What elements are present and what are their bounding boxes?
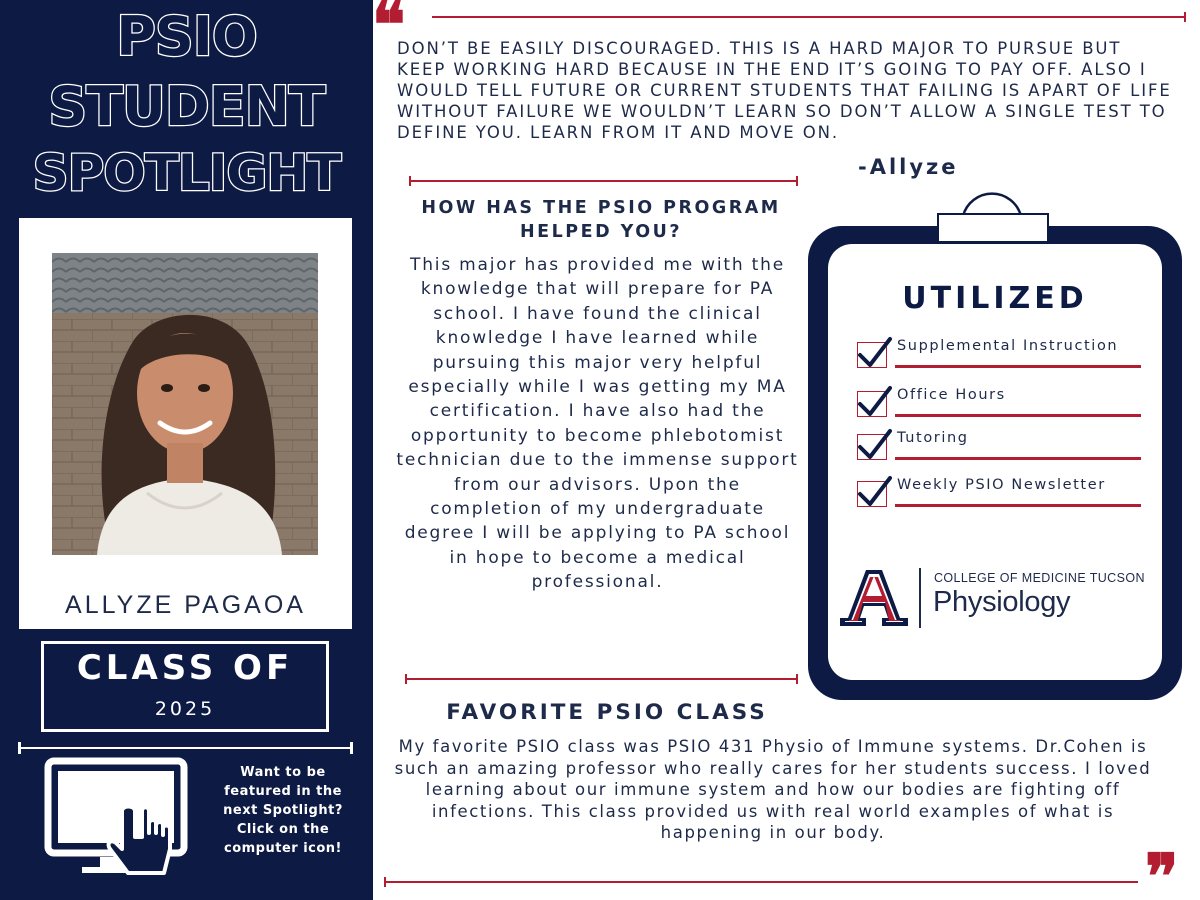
checkmark-icon: [856, 382, 894, 420]
help-section-body: This major has provided me with the knowledge that will prepare for PA school. I have found the clinical knowledge I have learned while pursuing this major very helpful especially while I was getting my MA certification. I have also had the opportunity to become phlebotomist technician due to the immense support from our advisors. Upon the completion of my undergraduate degree I will be applying to PA school in hope to become a medical professional.: [396, 255, 799, 593]
checkbox-checked: [857, 481, 887, 507]
help-section-bottom-rule: [405, 678, 798, 680]
title-line: PSIO: [116, 5, 257, 68]
favorite-class-body: My favorite PSIO class was PSIO 431 Physio of Immune systems. Dr.Cohen is such an amazing professor who really cares for her students success. I loved learning about our immune system and how our bodies are fighting off infections. This class provided us with real world examples of what is happening in our body.: [394, 737, 1152, 842]
utilized-item-underline: [895, 457, 1141, 460]
title-line: SPOTLIGHT: [32, 144, 341, 202]
checkbox-checked: [857, 342, 887, 368]
utilized-item-label: Office Hours: [897, 387, 1006, 403]
left-panel: [0, 0, 373, 900]
help-section-heading: HOW HAS THE PSIO PROGRAM HELPED YOU?: [421, 198, 781, 242]
open-quote-mark: ❝: [372, 0, 406, 61]
checkmark-icon: [856, 425, 894, 463]
checkmark-icon: [856, 333, 894, 371]
student-photo: [52, 253, 318, 555]
class-of-box: [41, 641, 329, 732]
help-section-top-rule: [409, 180, 798, 182]
utilized-item-label: Weekly PSIO Newsletter: [897, 477, 1106, 493]
close-quote-mark: ❞: [1145, 840, 1179, 900]
utilized-item-underline: [895, 414, 1141, 417]
utilized-item-label: Tutoring: [897, 430, 969, 446]
cta-text: Want to be featured in the next Spotlight? Click on the computer icon!: [223, 765, 343, 856]
quote-author: -Allyze: [858, 155, 959, 179]
checkbox-checked: [857, 434, 887, 460]
favorite-class-heading: FAVORITE PSIO CLASS: [446, 700, 768, 725]
logo-divider: [919, 568, 921, 628]
class-year: 2025: [154, 698, 216, 720]
quote-text: DON’T BE EASILY DISCOURAGED. THIS IS A HARD MAJOR TO PURSUE BUT KEEP WORKING HARD BECAUSE IN THE END IT’S GOING TO PAY OFF. ALSO I WOULD TELL FUTURE OR CURRENT STUDENTS THAT FAILING IS APART OF LIFE WITHOUT FAILURE WE WOULDN’T LEARN SO DON’T ALLOW A SINGLE TEST TO DEFINE YOU. LEARN FROM IT AND MOVE ON.: [397, 39, 1172, 142]
student-portrait-illustration: [52, 253, 318, 555]
utilized-item-label: Supplemental Instruction: [897, 338, 1119, 354]
utilized-heading: UTILIZED: [902, 281, 1088, 316]
logo-college-name: COLLEGE OF MEDICINE TUCSON: [934, 571, 1145, 585]
bottom-rule: [384, 881, 1138, 883]
quote-top-rule: [432, 16, 1186, 18]
utilized-item-underline: [895, 365, 1141, 368]
university-a-logo-icon: [838, 566, 910, 628]
checkbox-checked: [857, 391, 887, 417]
utilized-item-office-hours: [857, 387, 1147, 427]
utilized-item-weekly-newsletter: [857, 477, 1147, 517]
utilized-item-supplemental-instruction: [857, 338, 1147, 378]
checkmark-icon: [856, 472, 894, 510]
utilized-item-tutoring: [857, 430, 1147, 470]
computer-click-icon[interactable]: [44, 757, 204, 885]
title-line: STUDENT: [48, 75, 325, 138]
class-of-label: CLASS OF: [76, 648, 294, 688]
logo-department-name: Physiology: [933, 586, 1071, 618]
photo-card: [19, 218, 352, 629]
student-name: ALLYZE PAGAOA: [65, 591, 306, 619]
utilized-item-underline: [895, 504, 1141, 507]
left-divider: [18, 747, 353, 749]
